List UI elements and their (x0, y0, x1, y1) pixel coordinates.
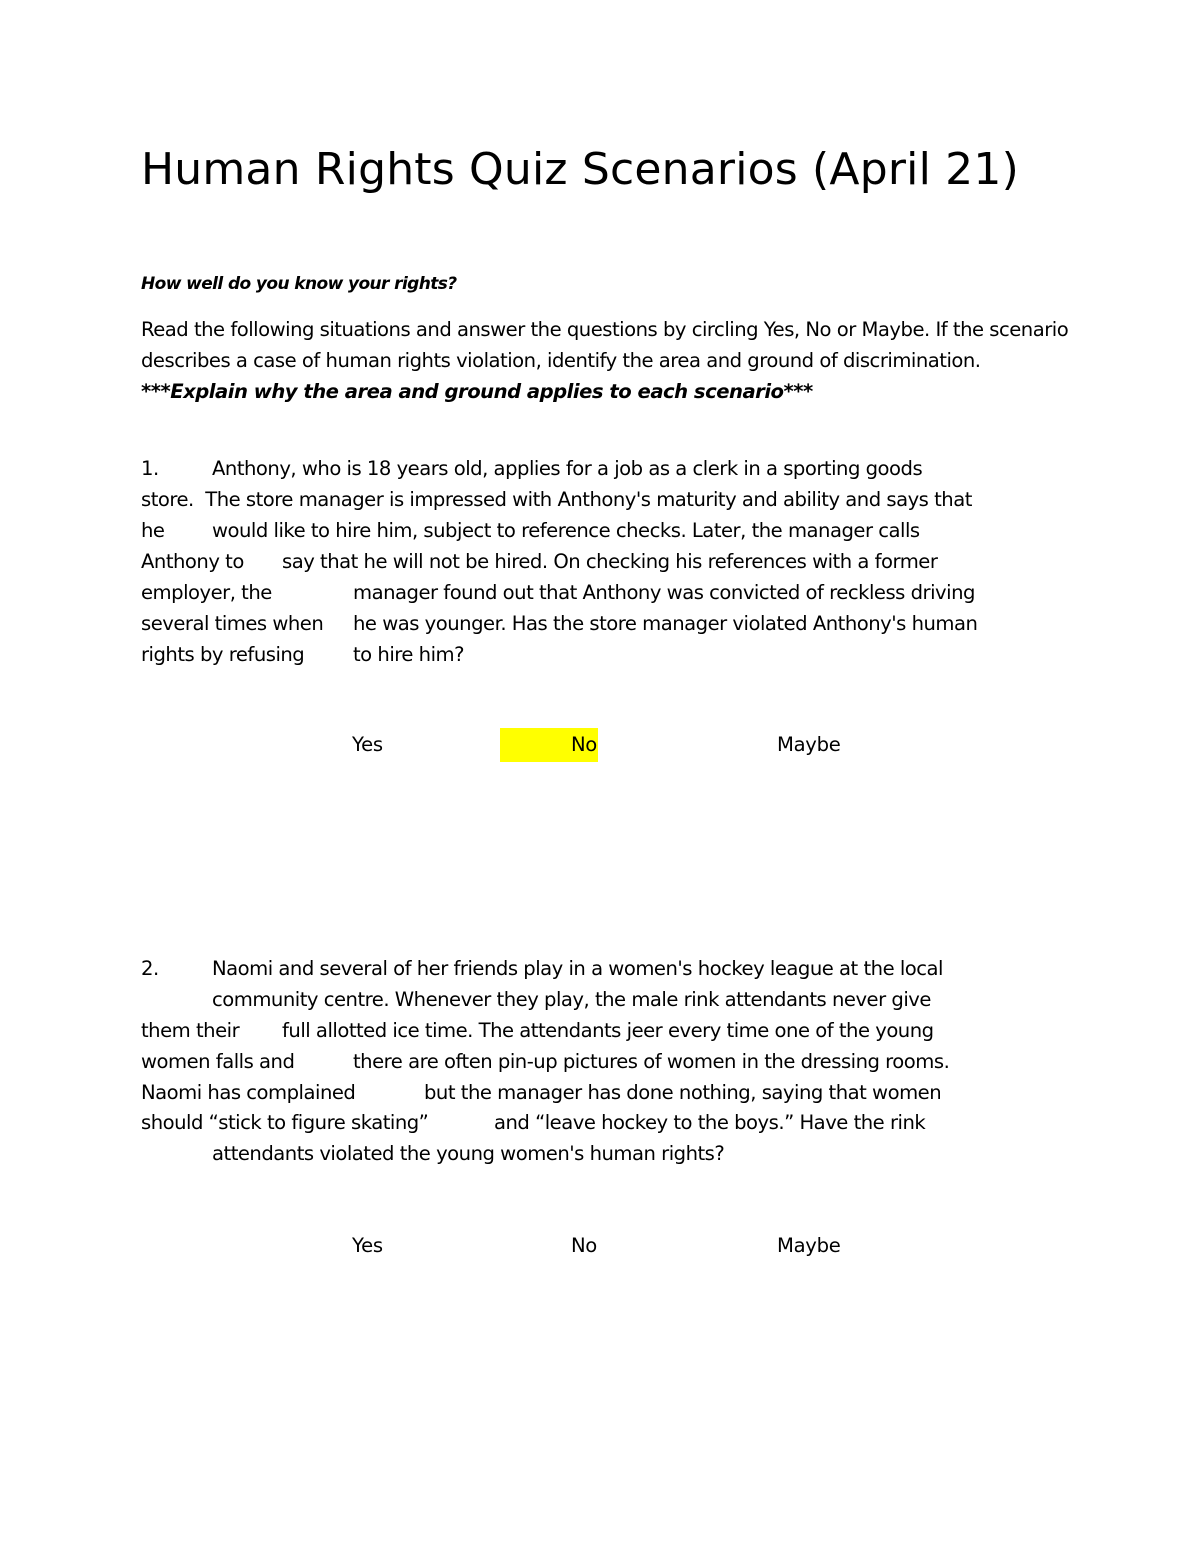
question-1-text-5b: manager found out that Anthony was convicted of reckless driving (353, 581, 975, 604)
instructions-explain-note: ***Explain why the area and ground applies to each scenario*** (141, 380, 813, 403)
question-2-choice-yes[interactable]: Yes (352, 1234, 383, 1257)
question-2-text-7: attendants violated the young women's human rights? (212, 1142, 725, 1165)
question-1-number: 1. (141, 457, 159, 480)
question-1-text-4b: say that he will not be hired. On checking his references with a former (282, 550, 938, 573)
question-1-choice-yes[interactable]: Yes (352, 733, 383, 756)
question-1-text-3b: would like to hire him, subject to reference checks. Later, the manager calls (212, 519, 920, 542)
question-2-choice-no[interactable] (500, 1229, 598, 1263)
question-1-text-2: store. The store manager is impressed with Anthony's maturity and ability and says that (141, 488, 972, 511)
question-2-number: 2. (141, 957, 159, 980)
question-1-text-7a: rights by refusing (141, 643, 305, 666)
question-2-text-3b: full allotted ice time. The attendants jeer every time one of the young (282, 1019, 934, 1042)
question-2-text-4a: women falls and (141, 1050, 295, 1073)
question-1-text-4a: Anthony to (141, 550, 244, 573)
question-2-text-6b: and “leave hockey to the boys.” Have the rink (494, 1111, 926, 1134)
question-1-text-5a: employer, the (141, 581, 272, 604)
question-2-text-1: Naomi and several of her friends play in a women's hockey league at the local (212, 957, 944, 980)
question-1-choice-no-label: No (570, 733, 597, 756)
document-title: Human Rights Quiz Scenarios (April 21) (141, 144, 1019, 195)
question-1-text-1: Anthony, who is 18 years old, applies for a job as a clerk in a sporting goods (212, 457, 923, 480)
question-1-text-6b: he was younger. Has the store manager violated Anthony's human (353, 612, 978, 635)
question-2-choices (0, 1229, 1200, 1263)
question-2-text-5a: Naomi has complained (141, 1081, 356, 1104)
question-2-text-2: community centre. Whenever they play, the male rink attendants never give (212, 988, 931, 1011)
question-2-choice-no-label: No (570, 1234, 597, 1257)
question-1-choice-no[interactable] (500, 728, 598, 762)
question-2-text-3a: them their (141, 1019, 240, 1042)
question-2-text-4b: there are often pin-up pictures of women in the dressing rooms. (353, 1050, 950, 1073)
question-1-text-3a: he (141, 519, 165, 542)
instructions-text: Read the following situations and answer the questions by circling Yes, No or Maybe. If the scenario describes a case of human rights violation, identify the area and ground of discrimination. (141, 318, 1069, 372)
question-1-choices (0, 728, 1200, 762)
document-subtitle: How well do you know your rights? (141, 274, 457, 294)
question-1-choice-maybe[interactable]: Maybe (777, 733, 841, 756)
question-2-text-6a: should “stick to figure skating” (141, 1111, 429, 1134)
question-2-choice-maybe[interactable]: Maybe (777, 1234, 841, 1257)
question-2-text-5b: but the manager has done nothing, saying that women (424, 1081, 942, 1104)
instructions-paragraph (141, 314, 1071, 407)
question-1-text-6a: several times when (141, 612, 324, 635)
question-2-line-7 (141, 1138, 725, 1231)
question-1-text-7b: to hire him? (353, 643, 465, 666)
